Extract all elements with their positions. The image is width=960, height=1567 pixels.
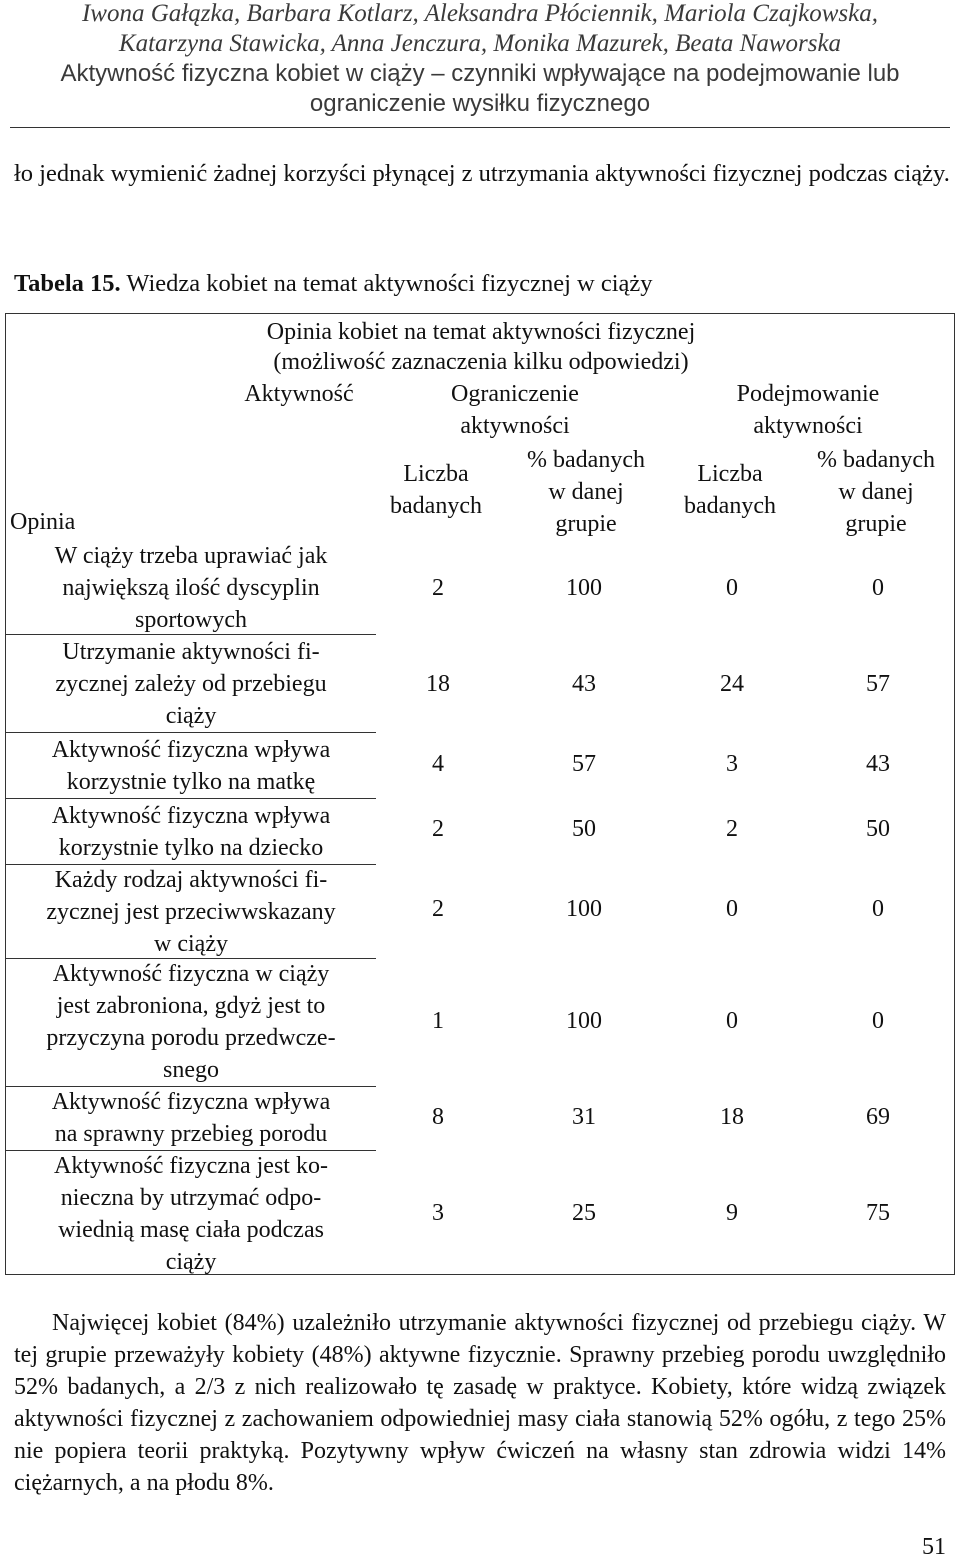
cell-count-limit: 8: [432, 1104, 444, 1130]
cell-pct-limit: 50: [572, 816, 596, 842]
cell-pct-take: 0: [872, 575, 884, 601]
table-row-label: [6, 636, 376, 732]
group-ograniczenie-b: aktywności: [460, 413, 570, 439]
cell-pct-take: 57: [866, 671, 890, 697]
row-label-line: zycznej jest przeciwwskazany: [46, 899, 336, 925]
row-label-line: snego: [163, 1057, 219, 1083]
cell-pct-limit: 25: [572, 1200, 596, 1226]
table-row-label: [6, 540, 376, 636]
header-aktywnosc: Aktywność: [244, 381, 354, 407]
cell-count-limit: 18: [426, 671, 450, 697]
subheader-pct-1a: % badanych: [527, 447, 645, 473]
row-label-line: przyczyna porodu przedwcze-: [46, 1025, 336, 1051]
subheader-pct-2b: w danej: [838, 479, 914, 505]
row-label-line: W ciąży trzeba uprawiać jak: [54, 543, 328, 569]
cell-count-limit: 2: [432, 575, 444, 601]
group-podejmowanie-a: Podejmowanie: [736, 381, 880, 407]
header-authors-line-1: Iwona Gałązka, Barbara Kotlarz, Aleksandra Płóciennik, Mariola Czajkowska,: [81, 0, 879, 27]
subheader-pct-1b: w danej: [548, 479, 624, 505]
cell-pct-take: 50: [866, 816, 890, 842]
cell-pct-take: 0: [872, 1008, 884, 1034]
cell-pct-take: 0: [872, 896, 884, 922]
row-label-line: Aktywność fizyczna wpływa: [51, 737, 331, 763]
row-label-line: sportowych: [135, 607, 247, 633]
cell-count-take: 24: [720, 671, 744, 697]
group-ograniczenie-a: Ograniczenie: [451, 381, 579, 407]
cell-pct-take: 75: [866, 1200, 890, 1226]
cell-pct-limit: 43: [572, 671, 596, 697]
header-title-line-2: ograniczenie wysiłku fizycznego: [309, 90, 651, 117]
row-label-line: Aktywność fizyczna w ciąży: [52, 961, 330, 987]
subheader-count-2b: badanych: [684, 493, 776, 519]
running-header: [10, 0, 950, 128]
cell-count-limit: 3: [432, 1200, 444, 1226]
subheader-count-1b: badanych: [390, 493, 482, 519]
table-row-label: [6, 734, 376, 798]
cell-count-take: 9: [726, 1200, 738, 1226]
subheader-pct-2c: grupie: [845, 511, 907, 537]
cell-count-take: 0: [726, 896, 738, 922]
group-podejmowanie-b: aktywności: [753, 413, 863, 439]
cell-count-limit: 4: [432, 751, 444, 777]
table-top-header-1: Opinia kobiet na temat aktywności fizycznej: [266, 319, 696, 345]
intro-text: ło jednak wymienić żadnej korzyści płynącej z utrzymania aktywności fizycznej podczas ciąży.: [14, 160, 950, 187]
row-label-line: korzystnie tylko na dziecko: [58, 835, 324, 861]
table-top-header-2: (możliwość zaznaczenia kilku odpowiedzi): [273, 349, 689, 375]
cell-pct-take: 43: [866, 751, 890, 777]
cell-pct-limit: 31: [572, 1104, 596, 1130]
cell-count-limit: 2: [432, 896, 444, 922]
cell-count-take: 0: [726, 575, 738, 601]
row-label-line: największą ilość dyscyplin: [62, 575, 320, 601]
cell-pct-limit: 57: [572, 751, 596, 777]
row-label-line: Każdy rodzaj aktywności fi-: [54, 867, 328, 893]
row-label-line: nieczna by utrzymać odpo-: [60, 1185, 322, 1211]
cell-count-take: 3: [726, 751, 738, 777]
cell-count-take: 0: [726, 1008, 738, 1034]
cell-pct-limit: 100: [566, 575, 602, 601]
row-label-line: Utrzymanie aktywności fi-: [62, 639, 320, 665]
row-label-line: na sprawny przebieg porodu: [54, 1121, 328, 1147]
table-title-text: Wiedza kobiet na temat aktywności fizycznej w ciąży: [120, 270, 653, 297]
cell-count-take: 18: [720, 1104, 744, 1130]
row-label-line: korzystnie tylko na matkę: [66, 769, 316, 795]
row-label-line: Aktywność fizyczna wpływa: [51, 803, 331, 829]
subheader-pct-2a: % badanych: [817, 447, 935, 473]
row-label-line: Aktywność fizyczna wpływa: [51, 1089, 331, 1115]
table-title: [14, 270, 653, 298]
row-separator: [6, 798, 376, 799]
row-label-line: Aktywność fizyczna jest ko-: [54, 1153, 328, 1179]
row-label-line: wiednią masę ciała podczas: [58, 1217, 324, 1243]
cell-count-limit: 2: [432, 816, 444, 842]
subheader-count-2a: Liczba: [697, 461, 763, 487]
cell-pct-limit: 100: [566, 896, 602, 922]
subheader-pct-1c: grupie: [555, 511, 617, 537]
data-table: [5, 313, 955, 1275]
header-title-line-1: Aktywność fizyczna kobiet w ciąży – czynniki wpływające na podejmowanie lub: [60, 60, 900, 87]
table-row-label: [6, 800, 376, 864]
page-number: 51: [922, 1534, 946, 1560]
cell-pct-take: 69: [866, 1104, 890, 1130]
body-paragraph: [14, 1307, 946, 1499]
table-row-label: [6, 1086, 376, 1150]
cell-count-take: 2: [726, 816, 738, 842]
row-label-line: ciąży: [165, 1249, 217, 1275]
subheader-count-1a: Liczba: [403, 461, 469, 487]
paragraph-text: Najwięcej kobiet (84%) uzależniło utrzymanie aktywności fizycznej od przebiegu ciąży. W tej grupie przeważyły kobiety (48%) aktywne fizycznie. Sprawny przebieg porodu uwzględniło 52% badanych, a 2/3 z nich realizowało tę zasadę w praktyce. Kobiety, które widzą związek aktywności fizycznej z zachowaniem odpowiedniej masy ciała stanowią 52% ogółu, z tego 25% nie popiera teorii praktyką. Pozytywny wpływ ćwiczeń na własny stan zdrowia widzi 14% ciężarnych, a na płodu 8%.: [14, 1310, 946, 1496]
table-row-label: [6, 864, 376, 960]
header-opinia: Opinia: [10, 509, 76, 535]
table-title-number: Tabela 15.: [14, 270, 121, 297]
cell-pct-limit: 100: [566, 1008, 602, 1034]
row-label-line: jest zabroniona, gdyż jest to: [56, 993, 326, 1019]
row-label-line: ciąży: [165, 703, 217, 729]
row-label-line: zycznej zależy od przebiegu: [55, 671, 327, 697]
cell-count-limit: 1: [432, 1008, 444, 1034]
table-row-label: [6, 1150, 376, 1278]
row-separator: [6, 732, 376, 733]
table-row-label: [6, 958, 376, 1086]
header-authors-line-2: Katarzyna Stawicka, Anna Jenczura, Monika Mazurek, Beata Naworska: [118, 30, 842, 57]
row-label-line: w ciąży: [154, 931, 228, 957]
